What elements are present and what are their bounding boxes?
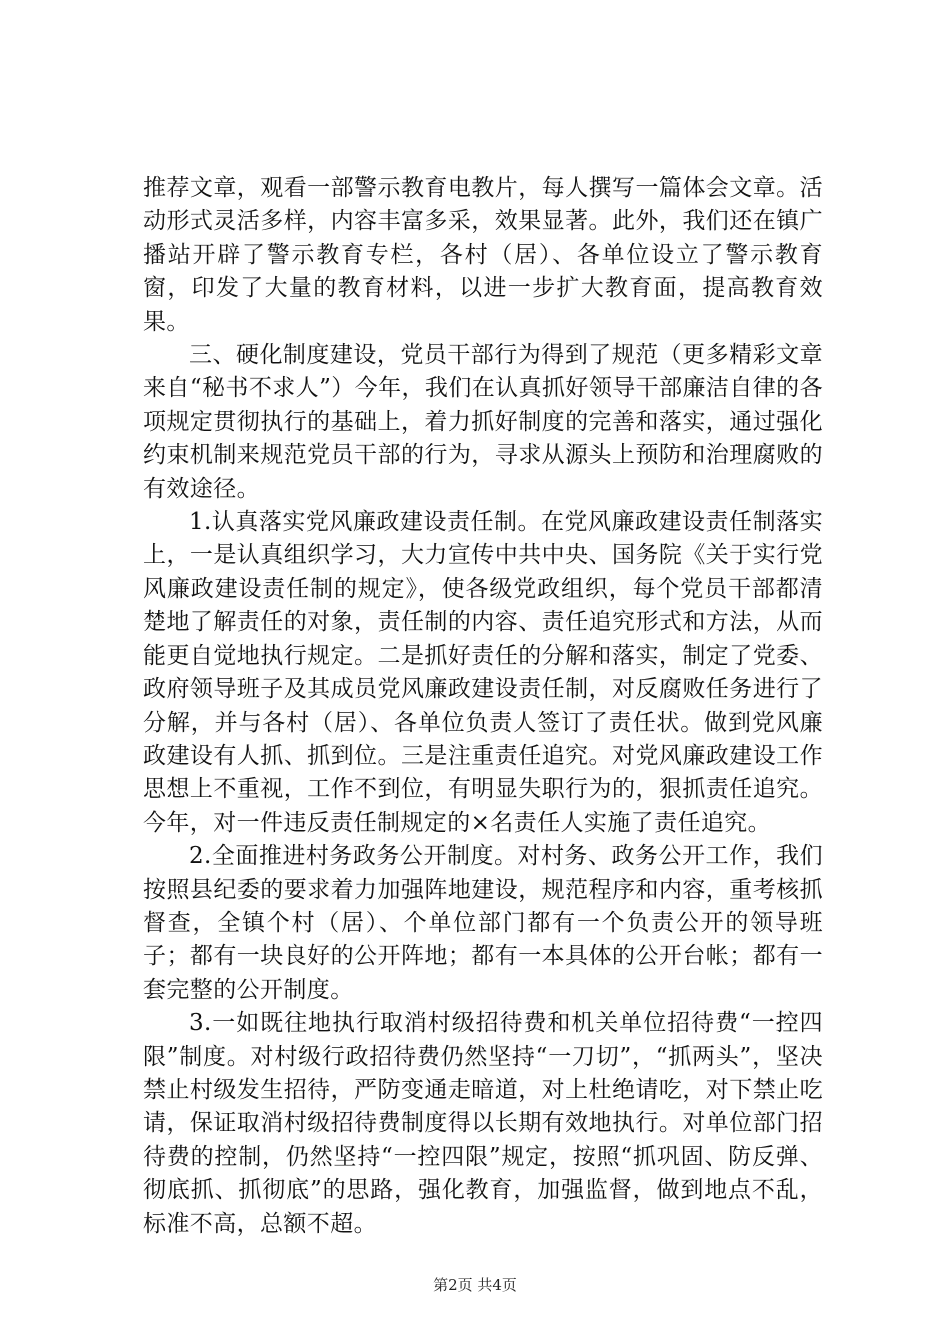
document-body bbox=[143, 172, 823, 1241]
paragraph-item-2: 2.全面推进村务政务公开制度。对村务、政务公开工作，我们按照县纪委的要求着力加强阵地建设，规范程序和内容，重考核抓督查，全镇个村（居）、个单位部门都有一个负责公开的领导班子；都有一块良好的公开阵地；都有一本具体的公开台帐；都有一套完整的公开制度。 bbox=[143, 843, 823, 1003]
paragraph-item-3: 3.一如既往地执行取消村级招待费和机关单位招待费“一控四限”制度。对村级行政招待费仍然坚持“一刀切”，“抓两头”，坚决禁止村级发生招待，严防变通走暗道，对上杜绝请吃，对下禁止吃请，保证取消村级招待费制度得以长期有效地执行。对单位部门招待费的控制，仍然坚持“一控四限”规定，按照“抓巩固、防反弹、彻底抓、抓彻底”的思路，强化教育，加强监督，做到地点不乱，标准不高，总额不超。 bbox=[143, 1010, 823, 1237]
page-footer: 第2页 共4页 bbox=[433, 1276, 517, 1294]
paragraph-continuation: 推荐文章，观看一部警示教育电教片，每人撰写一篇体会文章。活动形式灵活多样，内容丰富多采，效果显著。此外，我们还在镇广播站开辟了警示教育专栏，各村（居）、各单位设立了警示教育窗，印发了大量的教育材料，以进一步扩大教育面，提高教育效果。 bbox=[143, 175, 823, 335]
paragraph-section-three: 三、硬化制度建设，党员干部行为得到了规范（更多精彩文章来自“秘书不求人”）今年，我们在认真抓好领导干部廉洁自律的各项规定贯彻执行的基础上，着力抓好制度的完善和落实，通过强化约束机制来规范党员干部的行为，寻求从源头上预防和治理腐败的有效途径。 bbox=[143, 342, 823, 502]
paragraph-item-1: 1.认真落实党风廉政建设责任制。在党风廉政建设责任制落实上，一是认真组织学习，大力宣传中共中央、国务院《关于实行党风廉政建设责任制的规定》，使各级党政组织，每个党员干部都清楚地了解责任的对象，责任制的内容、责任追究形式和方法，从而能更自觉地执行规定。二是抓好责任的分解和落实，制定了党委、政府领导班子及其成员党风廉政建设责任制，对反腐败任务进行了分解，并与各村（居）、各单位负责人签订了责任状。做到党风廉政建设有人抓、抓到位。三是注重责任追究。对党风廉政建设工作思想上不重视，工作不到位，有明显失职行为的，狠抓责任追究。今年，对一件违反责任制规定的×名责任人实施了责任追究。 bbox=[143, 509, 823, 836]
